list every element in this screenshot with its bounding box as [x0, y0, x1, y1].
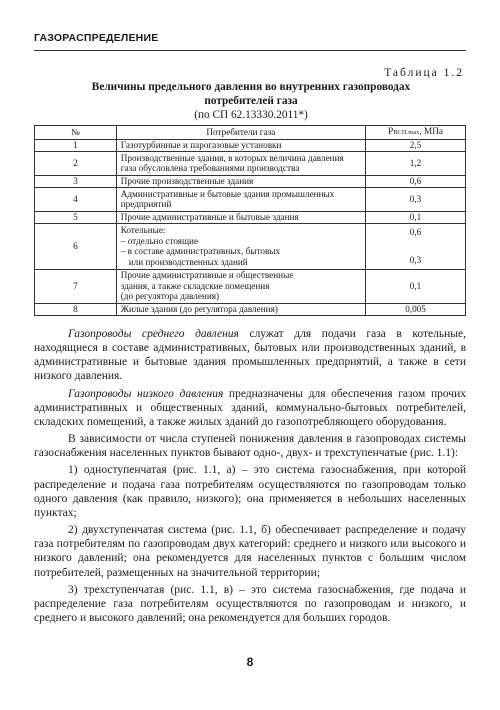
row-consumer-line: или производственных зданий	[128, 256, 248, 267]
header-consumers: Потребители газа	[116, 126, 365, 140]
row-num: 1	[35, 139, 117, 151]
row-pressure: 0,6	[366, 175, 466, 187]
paragraph-single-stage: 1) одноступенчатая (рис. 1.1, а) – это система газоснабжения, при которой распределение и подача газа потребителям осуществляются по газопроводам только одного давления (как правило, низкого); она применяется в небольших населенных пунктах;	[34, 464, 466, 519]
row-consumer: Производственные здания, в которых величина давления газа обусловлена требованиями производства	[116, 151, 365, 175]
row-consumer-line: здания, а также складские помещения	[120, 280, 270, 291]
row-pressure: 2,5	[366, 139, 466, 151]
paragraph-low-pressure	[34, 387, 466, 429]
header-pressure-subscript: ВСП.max	[393, 129, 420, 136]
header-pressure	[366, 126, 466, 140]
table-row	[35, 303, 466, 315]
row-num: 4	[35, 187, 117, 211]
term-medium-pressure: Газопроводы среднего давления	[68, 328, 239, 340]
row-consumer-line: – в составе административных, бытовых	[120, 246, 281, 256]
paragraph-two-stage: 2) двухступенчатая система (рис. 1.1, б) обеспечивает распределение и подачу газа потребителям по газопроводам двух категорий: среднего и низкого или высокого и низкого давлений; она рекомендуется для населенных пунктов с большим числом потребителей, размещенных на значительной территории;	[34, 524, 466, 579]
page-number: 8	[246, 655, 254, 669]
table-row	[35, 139, 466, 151]
running-head: ГАЗОРАСПРЕДЕЛЕНИЕ	[34, 32, 159, 44]
body-text	[34, 327, 466, 628]
row-consumer-line: Котельные:	[120, 225, 166, 235]
table-row	[35, 223, 466, 269]
table-row	[35, 187, 466, 211]
header-pressure-unit: , МПа	[419, 126, 443, 136]
row-consumer-line: – отдельно стоящие	[120, 235, 199, 246]
row-pressure-value: 0,6	[409, 227, 422, 237]
paragraph-text: служат для подачи газа в котельные, находящиеся в составе административных, бытовых или производственных зданий, в административные и бытовые здания промышленных предприятий, а также в сети низкого давления.	[34, 328, 467, 383]
row-num: 6	[35, 223, 117, 269]
row-consumer: Прочие производственные здания	[116, 175, 365, 187]
row-pressure: 0,1	[366, 211, 466, 223]
row-num: 5	[35, 211, 117, 223]
row-consumer	[116, 223, 365, 269]
row-consumer: Прочие административные и бытовые здания	[116, 211, 365, 223]
table-row	[35, 175, 466, 187]
header-pressure-symbol: P	[388, 126, 394, 136]
row-num: 7	[35, 269, 117, 303]
row-num: 2	[35, 151, 117, 175]
row-num: 3	[35, 175, 117, 187]
header-rule	[34, 50, 466, 51]
row-num: 8	[35, 303, 117, 315]
row-pressure: 0,005	[366, 303, 466, 315]
row-consumer: Жилые здания (до регулятора давления)	[116, 303, 365, 315]
row-pressure: 0,3	[366, 187, 466, 211]
table-label: Таблица 1.2	[384, 67, 464, 79]
table-row	[35, 151, 466, 175]
row-pressure: 0,1	[366, 269, 466, 303]
table-subtitle: (по СП 62.13330.2011*)	[194, 109, 308, 121]
table-row	[35, 269, 466, 303]
table-header-row	[35, 126, 466, 140]
row-pressure	[366, 223, 466, 269]
header-num: №	[35, 126, 117, 140]
row-consumer-line: (до регулятора давления)	[120, 291, 220, 302]
paragraph-text: предназначены для обеспечения газом прочих административных и общественных зданий, коммунально-бытовых потребителей, складских помещений, а также жилых зданий до газопотребляющего оборудования.	[34, 387, 466, 428]
row-consumer: Газотурбинные и парогазовые установки	[116, 139, 365, 151]
row-pressure: 1,2	[366, 151, 466, 175]
term-low-pressure: Газопроводы низкого давления	[68, 387, 224, 400]
pressure-table	[34, 125, 466, 316]
row-consumer-line: Прочие административные и общественные	[120, 270, 294, 281]
table-row	[35, 211, 466, 223]
paragraph-stages: В зависимости от числа ступеней понижения давления в газопроводах системы газоснабжения населенных пунктов бывают одно-, двух- и трехступенчатые (рис. 1.1):	[34, 433, 466, 460]
paragraph-medium-pressure	[34, 327, 466, 384]
row-consumer	[116, 269, 365, 303]
row-pressure-value: 0,3	[409, 254, 422, 265]
row-consumer: Административные и бытовые здания промышленных предприятий	[116, 187, 365, 211]
paragraph-three-stage: 3) трехступенчатая (рис. 1.1, в) – это система газоснабжения, где подача и распределение газа потребителям осуществляются по газопроводам и низкого, и среднего и высокого давлений; она рекомендуется для больших городов.	[34, 583, 466, 624]
table-title: Величины предельного давления во внутренних газопроводах потребителей газа	[91, 81, 411, 107]
